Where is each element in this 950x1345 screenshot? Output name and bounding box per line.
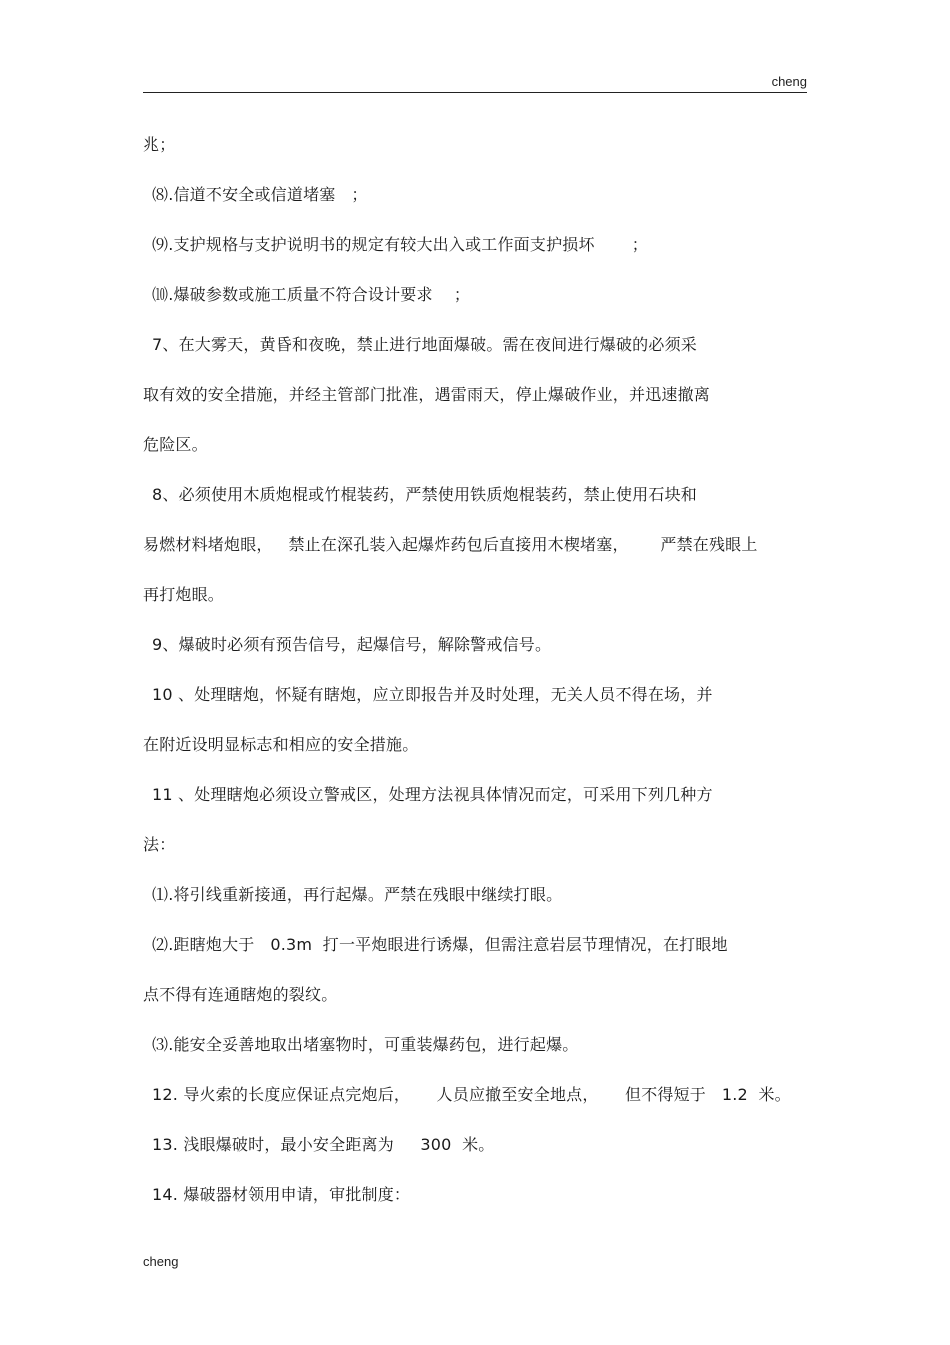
header-label: cheng: [771, 74, 807, 89]
text-line: ⑻.信道不安全或信道堵塞 ；: [152, 185, 368, 204]
text-line: ⑴.将引线重新接通，再行起爆。严禁在残眼中继续打眼。: [152, 885, 563, 904]
header-divider: [143, 92, 807, 93]
text-line: ⑼.支护规格与支护说明书的规定有较大出入或工作面支护损坏 ；: [152, 235, 648, 254]
text-line: 法：: [143, 835, 176, 854]
text-line: 7、在大雾天，黄昏和夜晚，禁止进行地面爆破。需在夜间进行爆破的必须采: [152, 335, 697, 354]
text-line: 取有效的安全措施，并经主管部门批准，遇雷雨天，停止爆破作业，并迅速撤离: [143, 385, 711, 404]
text-line: ⑵.距瞎炮大于 0.3m 打一平炮眼进行诱爆，但需注意岩层节理情况，在打眼地: [152, 935, 728, 954]
text-line: 14. 爆破器材领用申请，审批制度：: [152, 1185, 411, 1204]
text-line: 13. 浅眼爆破时，最小安全距离为 300 米。: [152, 1135, 495, 1154]
text-line: 11 、处理瞎炮必须设立警戒区，处理方法视具体情况而定，可采用下列几种方: [152, 785, 713, 804]
text-line: 危险区。: [143, 435, 208, 454]
footer-label: cheng: [143, 1254, 179, 1269]
text-line: 10 、处理瞎炮，怀疑有瞎炮，应立即报告并及时处理，无关人员不得在场，并: [152, 685, 713, 704]
text-line: 再打炮眼。: [143, 585, 225, 604]
text-line: ⑶.能安全妥善地取出堵塞物时，可重装爆药包，进行起爆。: [152, 1035, 579, 1054]
text-line: 8、必须使用木质炮棍或竹棍装药，严禁使用铁质炮棍装药，禁止使用石块和: [152, 485, 697, 504]
text-line: 12. 导火索的长度应保证点完炮后， 人员应撤至安全地点， 但不得短于 1.2 米。: [152, 1085, 791, 1104]
text-line: ⑽.爆破参数或施工质量不符合设计要求 ；: [152, 285, 471, 304]
text-line: 易燃材料堵炮眼， 禁止在深孔装入起爆炸药包后直接用木楔堵塞， 严禁在残眼上: [143, 535, 758, 554]
text-line: 9、爆破时必须有预告信号，起爆信号，解除警戒信号。: [152, 635, 552, 654]
text-line: 兆；: [143, 135, 176, 154]
text-line: 点不得有连通瞎炮的裂纹。: [143, 985, 338, 1004]
text-line: 在附近设明显标志和相应的安全措施。: [143, 735, 419, 754]
